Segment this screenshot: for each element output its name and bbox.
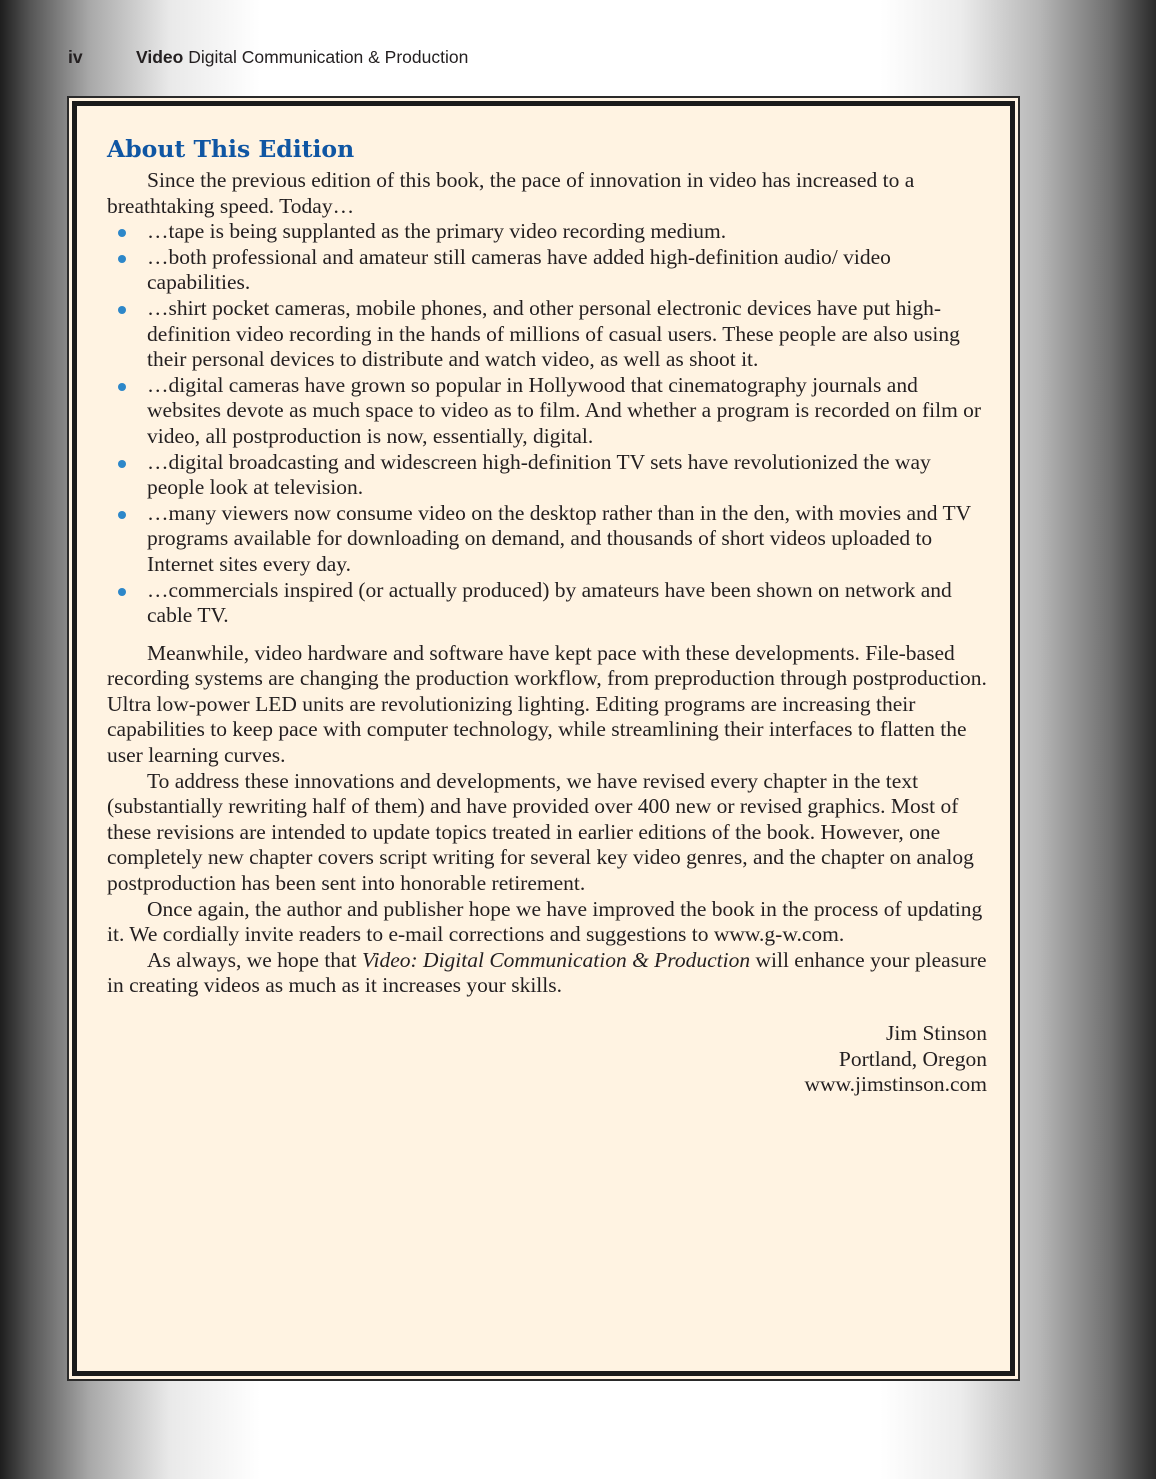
running-head (68, 47, 468, 68)
list-item (107, 296, 987, 373)
list-item-text: …tape is being supplanted as the primary video recording medium. (147, 219, 727, 244)
author-location: Portland, Oregon (838, 1046, 987, 1071)
list-item-text: …digital broadcasting and widescreen high-definition TV sets have revolutionized the way people look at television. (147, 449, 931, 500)
list-item (107, 219, 987, 245)
spacer (107, 629, 987, 641)
edition-note-box (67, 96, 1020, 1381)
body-paragraph-closing (107, 948, 987, 999)
closing-text-end: will enhance your pleasure in creating videos as much as it increases your skills. (107, 947, 987, 998)
edition-note-content (107, 134, 987, 1098)
bullet-icon (118, 306, 126, 314)
bullet-icon (118, 460, 126, 468)
bullet-list (107, 219, 987, 629)
body-paragraph-hardware: Meanwhile, video hardware and software have kept pace with these developments. File-based recording systems are changing the production workflow, from preproduction through postproduction. Ultra low-power LED units are revolutionizing lighting. Editing programs are increasing their capabilities to keep pace with computer technology, while streamlining their interfaces to flatten the user learning curves. (107, 640, 987, 768)
list-item-text: …shirt pocket cameras, mobile phones, and other personal electronic devices have put high-definition video recording in the hands of millions of casual users. These people are also using their personal devices to distribute and watch video, as well as shoot it. (147, 295, 960, 372)
bullet-icon (118, 588, 126, 596)
book-title-italic: Video: Digital Communication & Production (361, 947, 751, 972)
closing-text-start: As always, we hope that (147, 947, 362, 972)
author-website: www.jimstinson.com (804, 1072, 987, 1097)
book-subtitle: Digital Communication & Production (188, 47, 469, 67)
list-item (107, 501, 987, 578)
intro-paragraph: Since the previous edition of this book, the pace of innovation in video has increased to a breathtaking speed. Today… (107, 168, 915, 218)
bullet-icon (118, 511, 126, 519)
list-item-text: …both professional and amateur still cameras have added high-definition audio/ video capabilities. (147, 244, 891, 295)
list-item (107, 373, 987, 450)
list-item-text: …digital cameras have grown so popular in Hollywood that cinematography journals and websites devote as much space to video as to film. And whether a program is recorded on film or video, all postproduction is now, essentially, digital. (147, 372, 982, 448)
edition-note-inner-frame (72, 101, 1015, 1376)
bullet-icon (118, 255, 126, 263)
list-item-text: …many viewers now consume video on the desktop rather than in the den, with movies and TV programs available for downloading on demand, and thousands of short videos uploaded to Internet sites every day. (147, 500, 971, 576)
list-item (107, 578, 987, 629)
book-series-title: Video (136, 47, 184, 67)
body-paragraph-invitation: Once again, the author and publisher hope we have improved the book in the process of updating it. We cordially invite readers to e-mail corrections and suggestions to www.g-w.com. (107, 896, 983, 947)
bullet-icon (118, 229, 126, 237)
signature-block (107, 1021, 987, 1098)
list-item (107, 450, 987, 501)
author-name: Jim Stinson (886, 1021, 987, 1045)
bullet-icon (118, 383, 126, 391)
page-number: iv (68, 47, 83, 67)
section-heading: About This Edition (107, 135, 355, 163)
body-paragraph-revisions: To address these innovations and developments, we have revised every chapter in the text (substantially rewriting half of them) and have provided over 400 new or revised graphics. Most of these revisions are intended to update topics treated in earlier editions of the book. However, one completely new chapter covers script writing for several key video genres, and the chapter on analog postproduction has been sent into honorable retirement. (107, 768, 974, 896)
list-item (107, 245, 987, 296)
list-item-text: …commercials inspired (or actually produced) by amateurs have been shown on network and cable TV. (147, 577, 952, 628)
